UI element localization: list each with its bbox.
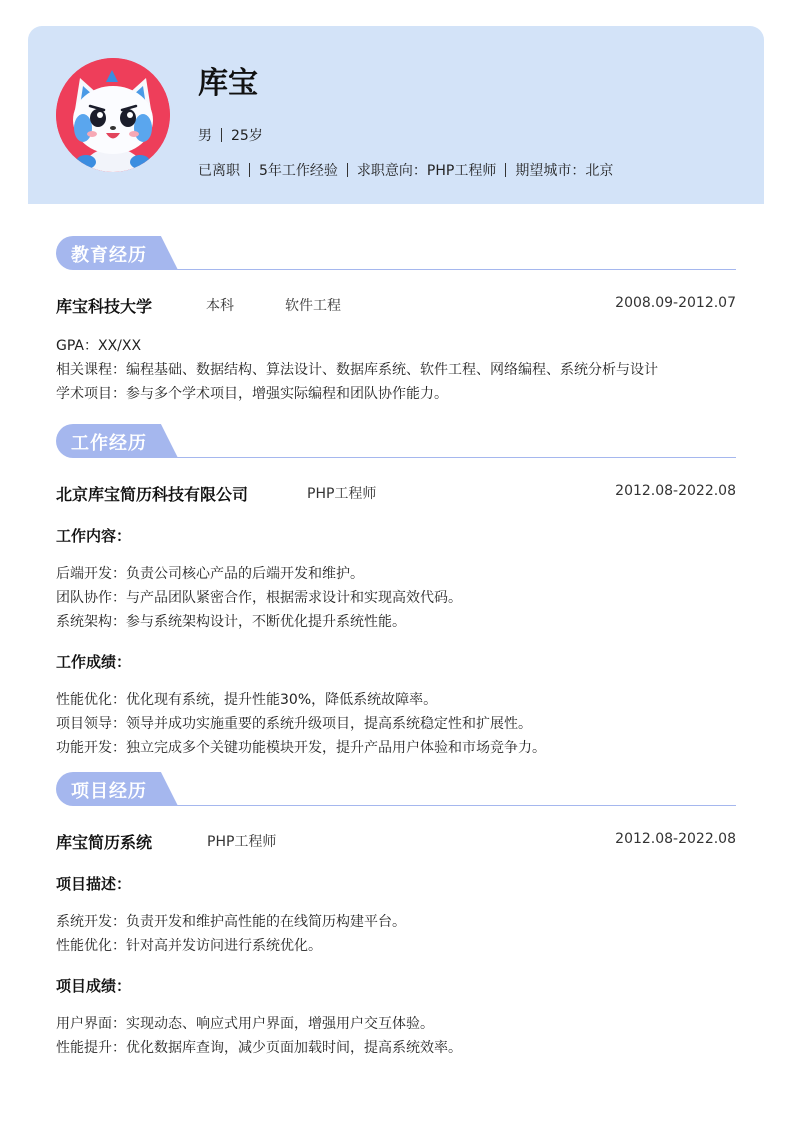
avatar (56, 58, 170, 172)
education-section (56, 236, 736, 406)
job-status: 已离职 (198, 163, 240, 179)
project-results-heading: 项目成绩： (56, 977, 132, 995)
education-entry (56, 294, 736, 318)
age: 25岁 (231, 128, 263, 144)
project-date: 2012.08-2022.08 (615, 831, 736, 847)
section-header (56, 236, 736, 272)
gender: 男 (198, 128, 212, 144)
work-content-heading: 工作内容： (56, 527, 132, 545)
project-desc-heading: 项目描述： (56, 875, 132, 893)
job-info-line (198, 160, 613, 180)
expected-city: 期望城市：北京 (515, 163, 614, 179)
profile-header (28, 26, 764, 204)
school-name: 库宝科技大学 (56, 297, 153, 316)
work-experience: 5年工作经验 (259, 163, 338, 179)
list-item: 性能优化：优化现有系统，提升性能30%，降低系统故障率。 (56, 692, 438, 708)
section-header (56, 424, 736, 460)
list-item: 系统架构：参与系统架构设计，不断优化提升系统性能。 (56, 614, 406, 630)
separator (505, 163, 506, 177)
job-intent: 求职意向：PHP工程师 (356, 163, 497, 179)
list-item: 性能提升：优化数据库查询，减少页面加载时间，提高系统效率。 (56, 1040, 462, 1056)
work-achievements-list (56, 688, 736, 760)
job-role: PHP工程师 (307, 486, 377, 502)
section-title: 项目经历 (71, 781, 147, 802)
project-name: 库宝简历系统 (56, 833, 153, 852)
separator (221, 128, 222, 142)
work-section (56, 424, 736, 760)
list-item: 功能开发：独立完成多个关键功能模块开发，提升产品用户体验和市场竞争力。 (56, 740, 546, 756)
list-item: 团队协作：与产品团队紧密合作，根据需求设计和实现高效代码。 (56, 590, 462, 606)
degree: 本科 (206, 298, 234, 314)
work-content-list (56, 562, 736, 634)
project-role: PHP工程师 (207, 834, 277, 850)
work-date: 2012.08-2022.08 (615, 483, 736, 499)
list-item: 系统开发：负责开发和维护高性能的在线简历构建平台。 (56, 914, 406, 930)
section-title: 教育经历 (71, 245, 147, 266)
project-entry (56, 830, 736, 854)
major: 软件工程 (285, 298, 341, 314)
education-date: 2008.09-2012.07 (615, 295, 736, 311)
separator (249, 163, 250, 177)
project-desc-list (56, 910, 736, 958)
company-name: 北京库宝简历科技有限公司 (56, 485, 249, 504)
list-item: 用户界面：实现动态、响应式用户界面，增强用户交互体验。 (56, 1016, 434, 1032)
separator (347, 163, 348, 177)
section-title: 工作经历 (71, 433, 147, 454)
cat-mascot-icon (56, 58, 170, 172)
project-results-list (56, 1012, 736, 1060)
gpa-line: GPA：XX/XX (56, 338, 142, 354)
project-section (56, 772, 736, 1060)
academic-projects-line: 学术项目：参与多个学术项目，增强实际编程和团队协作能力。 (56, 386, 448, 402)
candidate-name: 库宝 (198, 66, 258, 101)
list-item: 性能优化：针对高并发访问进行系统优化。 (56, 938, 322, 954)
work-entry (56, 482, 736, 506)
education-details (56, 334, 736, 406)
section-divider (166, 457, 736, 458)
section-divider (166, 805, 736, 806)
courses-line: 相关课程：编程基础、数据结构、算法设计、数据库系统、软件工程、网络编程、系统分析与设计 (56, 362, 658, 378)
list-item: 后端开发：负责公司核心产品的后端开发和维护。 (56, 566, 364, 582)
section-header (56, 772, 736, 808)
basic-info-line (198, 125, 263, 145)
section-divider (166, 269, 736, 270)
work-achievements-heading: 工作成绩： (56, 653, 132, 671)
list-item: 项目领导：领导并成功实施重要的系统升级项目，提高系统稳定性和扩展性。 (56, 716, 532, 732)
